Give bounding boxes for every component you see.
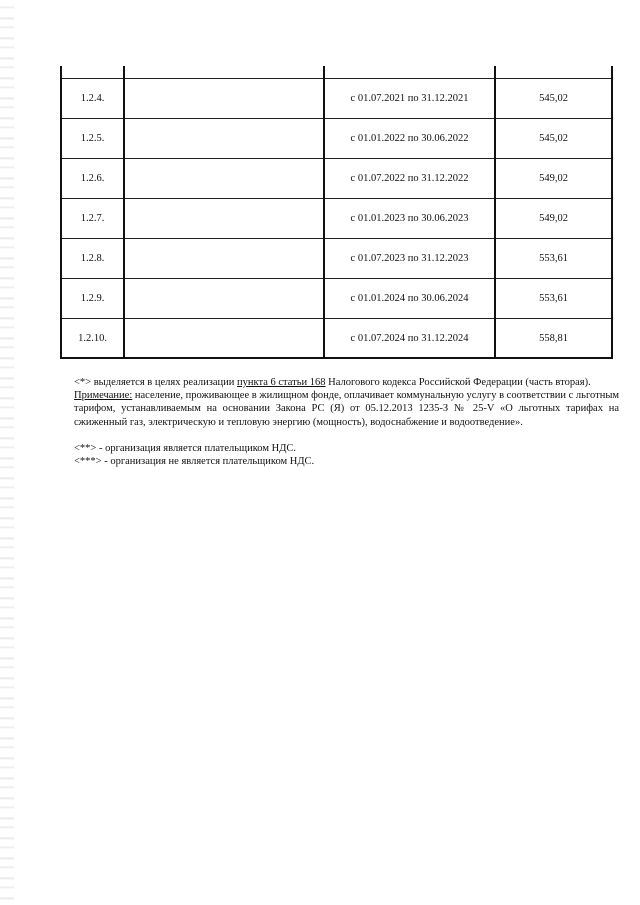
row-value: 553,61 — [495, 279, 612, 319]
row-value: 558,81 — [495, 319, 612, 359]
row-number: 1.2.7. — [61, 199, 124, 239]
footnote-prefix: <*> выделяется в целях реализации — [74, 377, 238, 388]
footnote-suffix: Налогового кодекса Российской Федерации (часть вторая). — [325, 377, 591, 388]
remark-label: Примечание: — [74, 390, 133, 402]
remark-text: население, проживающее в жилищном фонде, оплачивает коммунальную услугу в соответствии с льготным тарифом, устанавливаемым на основании Закона РС (Я) от 05.12.2013 1235-З № 25-V «О льготных тарифах на сжиженный газ, электрическую и тепловую энергию (мощность), водоснабжение и водоотведение». — [74, 390, 620, 428]
row-value: 545,02 — [495, 119, 612, 159]
row-period: с 01.01.2023 по 30.06.2023 — [324, 199, 495, 239]
table-row — [61, 199, 612, 239]
table-row — [61, 319, 612, 359]
scan-edge-artifact — [0, 0, 14, 905]
row-number: 1.2.5. — [61, 119, 124, 159]
footnote-vat-payer: <**> - организация является плательщиком НДС. — [74, 442, 296, 454]
row-name — [124, 239, 324, 279]
row-period: с 01.07.2023 по 31.12.2023 — [324, 239, 495, 279]
table-row — [61, 79, 612, 119]
footnote-vat-allocation — [74, 376, 619, 389]
row-number: 1.2.9. — [61, 279, 124, 319]
row-name — [124, 159, 324, 199]
row-value: 545,02 — [495, 79, 612, 119]
row-period: с 01.07.2021 по 31.12.2021 — [324, 79, 495, 119]
row-name — [124, 279, 324, 319]
row-name — [124, 119, 324, 159]
row-name — [124, 199, 324, 239]
row-period: с 01.01.2022 по 30.06.2022 — [324, 119, 495, 159]
row-number: 1.2.4. — [61, 79, 124, 119]
row-number: 1.2.8. — [61, 239, 124, 279]
remark — [74, 389, 619, 429]
table-row — [61, 239, 612, 279]
row-period: с 01.01.2024 по 30.06.2024 — [324, 279, 495, 319]
row-name — [124, 79, 324, 119]
row-value: 549,02 — [495, 199, 612, 239]
row-value: 549,02 — [495, 159, 612, 199]
table-continuation-row — [61, 66, 612, 79]
tax-code-link[interactable]: пункта 6 статьи 168 — [237, 377, 326, 388]
row-name — [124, 319, 324, 359]
row-number: 1.2.10. — [61, 319, 124, 359]
tariff-table — [60, 66, 613, 359]
footnote-non-vat-payer: <***> - организация не является плательщиком НДС. — [74, 456, 315, 468]
table-row — [61, 119, 612, 159]
footnotes — [74, 376, 619, 468]
row-number: 1.2.6. — [61, 159, 124, 199]
row-value: 553,61 — [495, 239, 612, 279]
table-row — [61, 279, 612, 319]
table-row — [61, 159, 612, 199]
spacer — [74, 429, 619, 442]
row-period: с 01.07.2024 по 31.12.2024 — [324, 319, 495, 359]
row-period: с 01.07.2022 по 31.12.2022 — [324, 159, 495, 199]
